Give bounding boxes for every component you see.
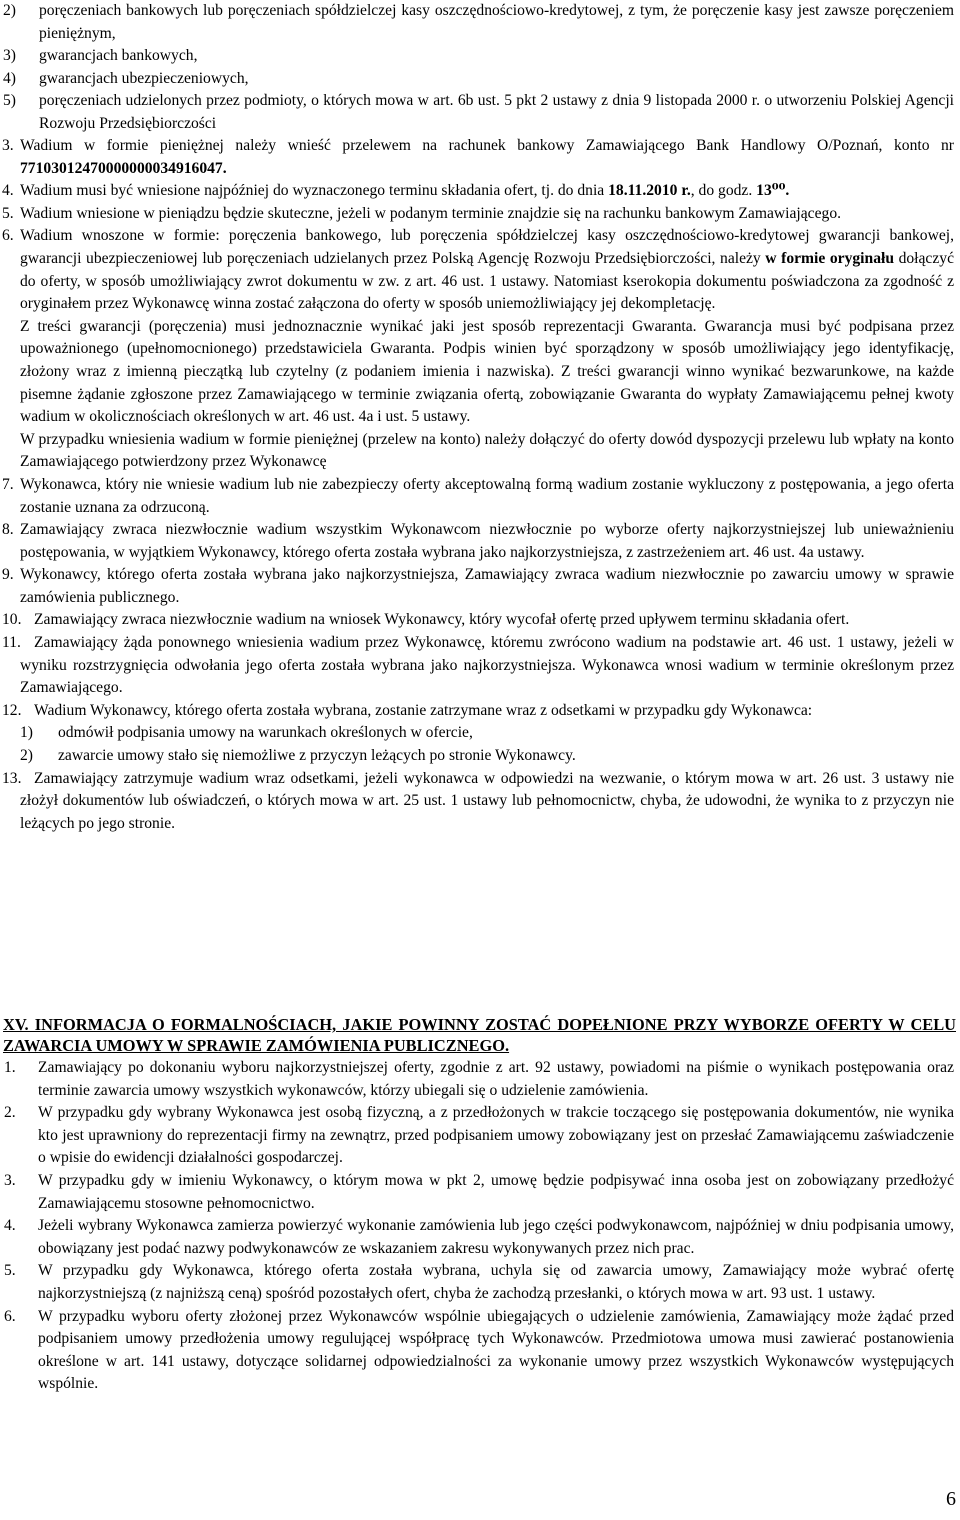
paragraph-text: dołączyć do oferty, w sposób umożliwiający zwrot dokumentu w zw. z art. 46 ust. 1 ustawy. Natomiast kserokopia dokumentu poświadczona za zgodność z oryginałem przez Wykonawcę winna zostać załączona do oferty w sposób uniemożliwiający jej dekompletację.: [20, 249, 954, 313]
paragraph-text: Wadium wnoszone w formie: poręczenia bankowego, lub poręczenia spółdzielczej kasy oszczędnościowo-kredytowej gwarancji bankowej, gwarancji ubezpieczeniowej lub poręczeniach udzielanych przez Polską Agencję Rozwoju Przedsiębiorczości, należy: [20, 227, 954, 267]
sub-item-number: 2): [20, 747, 33, 765]
list-item-text: poręczeniach bankowych lub poręczeniach spółdzielczej kasy oszczędnościowo-kredytowej, z tym, że poręczenie kasy jest zawsze poręczeniem pieniężnym,: [39, 2, 954, 42]
paragraph-number: 5.: [2, 204, 14, 222]
sub-item: [0, 745, 954, 768]
list-item: [0, 0, 954, 45]
paragraph-number: 6.: [2, 227, 14, 245]
list-item-number: 4): [3, 69, 16, 87]
sub-item-number: 1): [20, 724, 33, 742]
paragraph-7: [0, 474, 954, 519]
paragraph-text: Zamawiający zwraca niezwłocznie wadium wszystkim Wykonawcom niezwłocznie po wyborze oferty najkorzystniejszej lub unieważnieniu postępowania, w wyjątkiem Wykonawcy, którego oferta została wybrana jako najkorzystniejsza, z zastrzeżeniem art. 46 ust. 4a ustawy.: [20, 521, 954, 561]
paragraph-text: Zamawiający zwraca niezwłocznie wadium na wniosek Wykonawcy, który wycofał ofertę przed upływem terminu składania ofert.: [34, 611, 850, 629]
paragraph-6-continued: [0, 429, 954, 474]
list-item: [0, 68, 954, 91]
bold-phrase: w formie oryginału: [765, 249, 894, 267]
paragraph-number: 3.: [2, 137, 14, 154]
deadline-hour: 13⁰⁰.: [756, 182, 790, 200]
paragraph-12: [0, 700, 954, 723]
section-heading: XV. INFORMACJA O FORMALNOŚCIACH, JAKIE POWINNY ZOSTAĆ DOPEŁNIONE PRZY WYBORZE OFERTY W CELU ZAWARCIA UMOWY W SPRAWIE ZAMÓWIENIA PUBLICZNEGO.: [3, 1015, 956, 1055]
paragraph-10: [0, 609, 954, 632]
paragraph-text: Wadium w formie pieniężnej należy wnieść przelewem na rachunek bankowy Zamawiającego Bank Handlowy O/Poznań, konto nr: [20, 137, 954, 154]
list-item-text: gwarancjach ubezpieczeniowych,: [39, 69, 249, 87]
sub-item-text: zawarcie umowy stało się niemożliwe z przyczyn leżących po stronie Wykonawcy.: [58, 747, 576, 765]
paragraph-number: 10.: [2, 611, 22, 629]
paragraph-text: Wadium musi być wniesione najpóźniej do wyznaczonego terminu składania ofert, tj. do dnia: [20, 182, 609, 200]
list-item-text: W przypadku gdy wybrany Wykonawca jest osobą fizyczną, a z przedłożonych w trakcie toczącego się postępowania dokumentów, nie wynika kto jest uprawniony do reprezentacji firmy na zewnątrz, przed podpisaniem umowy zobowiązany jest on przesłać Zamawiającemu zaświadczenie o wpisie do ewidencji działalności gospodarczej.: [38, 1104, 954, 1167]
list-item: [0, 1170, 954, 1215]
paragraph-number: 4.: [2, 182, 14, 200]
paragraph-9: [0, 564, 954, 609]
paragraph-text: Wadium wniesione w pieniądzu będzie skuteczne, jeżeli w podanym terminie znajdzie się na rachunku bankowym Zamawiającego.: [20, 204, 842, 222]
paragraph-4: [0, 180, 954, 203]
paragraph-text: W przypadku wniesienia wadium w formie pieniężnej (przelew na konto) należy dołączyć do oferty dowód dyspozycji przelewu lub wpłaty na konto Zamawiającego potwierdzony przez Wykonawcę: [20, 430, 954, 471]
list-item-text: W przypadku wyboru oferty złożonej przez Wykonawców wspólnie ubiegających o udzielenie zamówienia, Zamawiający może żądać przed podpisaniem umowy przedłożenia umowy regulującej współpracę tych Wykonawców. Przedmiotowa umowa musi zawierać postanowienia określone w art. 141 ustawy, dotyczące solidarnej odpowiedzialności za wykonanie umowy przez wszystkich Wykonawców występujących wspólnie.: [38, 1307, 954, 1393]
deadline-date: 18.11.2010 r.: [608, 182, 691, 200]
paragraph-8: [0, 519, 954, 564]
list-item: [0, 1057, 954, 1102]
guarantee-forms-list: [0, 0, 960, 136]
bank-account-number: 77103012470000000034916047.: [20, 159, 227, 177]
list-item-number: 1.: [4, 1059, 16, 1076]
paragraph-11: [0, 632, 954, 700]
paragraph-text: , do godz.: [690, 182, 757, 200]
paragraph-number: 9.: [2, 566, 14, 584]
wadium-section: [0, 135, 960, 835]
sub-item-text: odmówił podpisania umowy na warunkach określonych w ofercie,: [58, 724, 473, 742]
paragraph-text: Wykonawca, który nie wniesie wadium lub nie zabezpieczy oferty akceptowalną formą wadium zostanie wykluczony z postępowania, a jego oferta zostanie uznana za odrzuconą.: [20, 475, 954, 516]
paragraph-5: [0, 203, 954, 226]
paragraph-3: [0, 135, 954, 180]
paragraph-number: 8.: [2, 521, 14, 539]
list-item-number: 6.: [4, 1307, 16, 1325]
list-item-number: 5): [3, 92, 16, 110]
paragraph-text: Wadium Wykonawcy, którego oferta została wybrana, zostanie zatrzymane wraz z odsetkami w przypadku gdy Wykonawca:: [34, 701, 813, 719]
paragraph-text: Zamawiający zatrzymuje wadium wraz odsetkami, jeżeli wykonawca w odpowiedzi na wezwanie, o którym mowa w art. 26 ust. 3 ustawy nie złożył dokumentów lub oświadczeń, o których mowa w art. 25 ust. 1 ustawy lub pełnomocnictw, chyba, że udowodni, że wynika to z przyczyn nie leżących po jego stronie.: [20, 769, 954, 832]
list-item-number: 2.: [4, 1104, 16, 1122]
paragraph-number: 11.: [2, 634, 21, 652]
list-item-number: 3): [3, 47, 16, 65]
list-item: [0, 1102, 954, 1170]
list-item: [0, 1260, 954, 1305]
list-item-number: 4.: [4, 1217, 16, 1235]
paragraph-number: 12.: [2, 701, 22, 719]
list-item: [0, 1215, 954, 1260]
list-item-number: 2): [3, 2, 16, 19]
list-item: [0, 45, 954, 68]
list-item: [0, 1306, 954, 1396]
paragraph-6: [0, 225, 954, 315]
sub-item: [0, 722, 954, 745]
paragraph-6-continued: [0, 316, 954, 429]
paragraph-text: Zamawiający żąda ponownego wniesienia wadium przez Wykonawcę, któremu zwrócono wadium na podstawie art. 46 ust. 1 ustawy, jeżeli w wyniku rozstrzygnięcia odwołania jego oferta została wybrana jako najkorzystniejsza. Wykonawca wnosi wadium w terminie określonym przez Zamawiającego.: [20, 634, 954, 697]
paragraph-number: 13.: [2, 769, 22, 787]
paragraph-number: 7.: [2, 475, 14, 493]
page-number: 6: [946, 1488, 956, 1510]
list-item-text: W przypadku gdy w imieniu Wykonawcy, o którym mowa w pkt 2, umowę będzie podpisywać inna osoba jest on zobowiązany przedłożyć Zamawiającemu stosowne pełnomocnictwo.: [38, 1171, 954, 1212]
list-item-text: W przypadku gdy Wykonawca, którego oferta została wybrana, uchyla się od zawarcia umowy, Zamawiający może wybrać ofertę najkorzystniejszą (z najniższą ceną) spośród pozostałych ofert, chyba że zachodzą przesłanki, o których mowa w art. 93 ust. 1 ustawy.: [38, 1262, 954, 1302]
list-item-text: Zamawiający po dokonaniu wyboru najkorzystniejszej oferty, zgodnie z art. 92 ustawy, powiadomi na piśmie o wynikach postępowania oraz terminie zawarcia umowy wszystkich wykonawców, którzy ubiegali się o udzielenie zamówienia.: [38, 1059, 954, 1099]
list-item-text: gwarancjach bankowych,: [39, 47, 198, 65]
paragraph-text: Z treści gwarancji (poręczenia) musi jednoznacznie wynikać jaki jest sposób reprezentacji Gwaranta. Gwarancja musi być podpisana przez upoważnionego (upełnomocnionego) przedstawiciela Gwaranta. Podpis winien być sporządzony w sposób umożliwiający jego identyfikację, złożony wraz z imienną pieczątką lub czytelny (z podaniem imienia i nazwiska). Z treści gwarancji winno wynikać bezwarunkowe, na każde pisemne żądanie zgłoszone przez Zamawiającego w terminie związania ofertą, zobowiązanie Gwaranta do wypłaty Zamawiającemu pełnej kwoty wadium w okolicznościach określonych w art. 46 ust. 4a i ust. 5 ustawy.: [20, 317, 954, 426]
list-item-text: poręczeniach udzielonych przez podmioty, o których mowa w art. 6b ust. 5 pkt 2 ustawy z dnia 9 listopada 2000 r. o utworzeniu Polskiej Agencji Rozwoju Przedsiębiorczości: [39, 92, 954, 132]
section-xv-list: [0, 1057, 960, 1396]
paragraph-text: Wykonawcy, którego oferta została wybrana jako najkorzystniejsza, Zamawiający zwraca wadium niezwłocznie po zawarciu umowy w sprawie zamówienia publicznego.: [20, 566, 954, 606]
list-item-number: 5.: [4, 1262, 16, 1280]
list-item-number: 3.: [4, 1171, 16, 1189]
list-item: [0, 90, 954, 135]
paragraph-13: [0, 768, 954, 836]
list-item-text: Jeżeli wybrany Wykonawca zamierza powierzyć wykonanie zamówienia lub jego części podwykonawcom, najpóźniej w dniu podpisania umowy, obowiązany jest podać nazwy podwykonawców ze wskazaniem zakresu wykonywanych przez nich prac.: [38, 1217, 954, 1257]
